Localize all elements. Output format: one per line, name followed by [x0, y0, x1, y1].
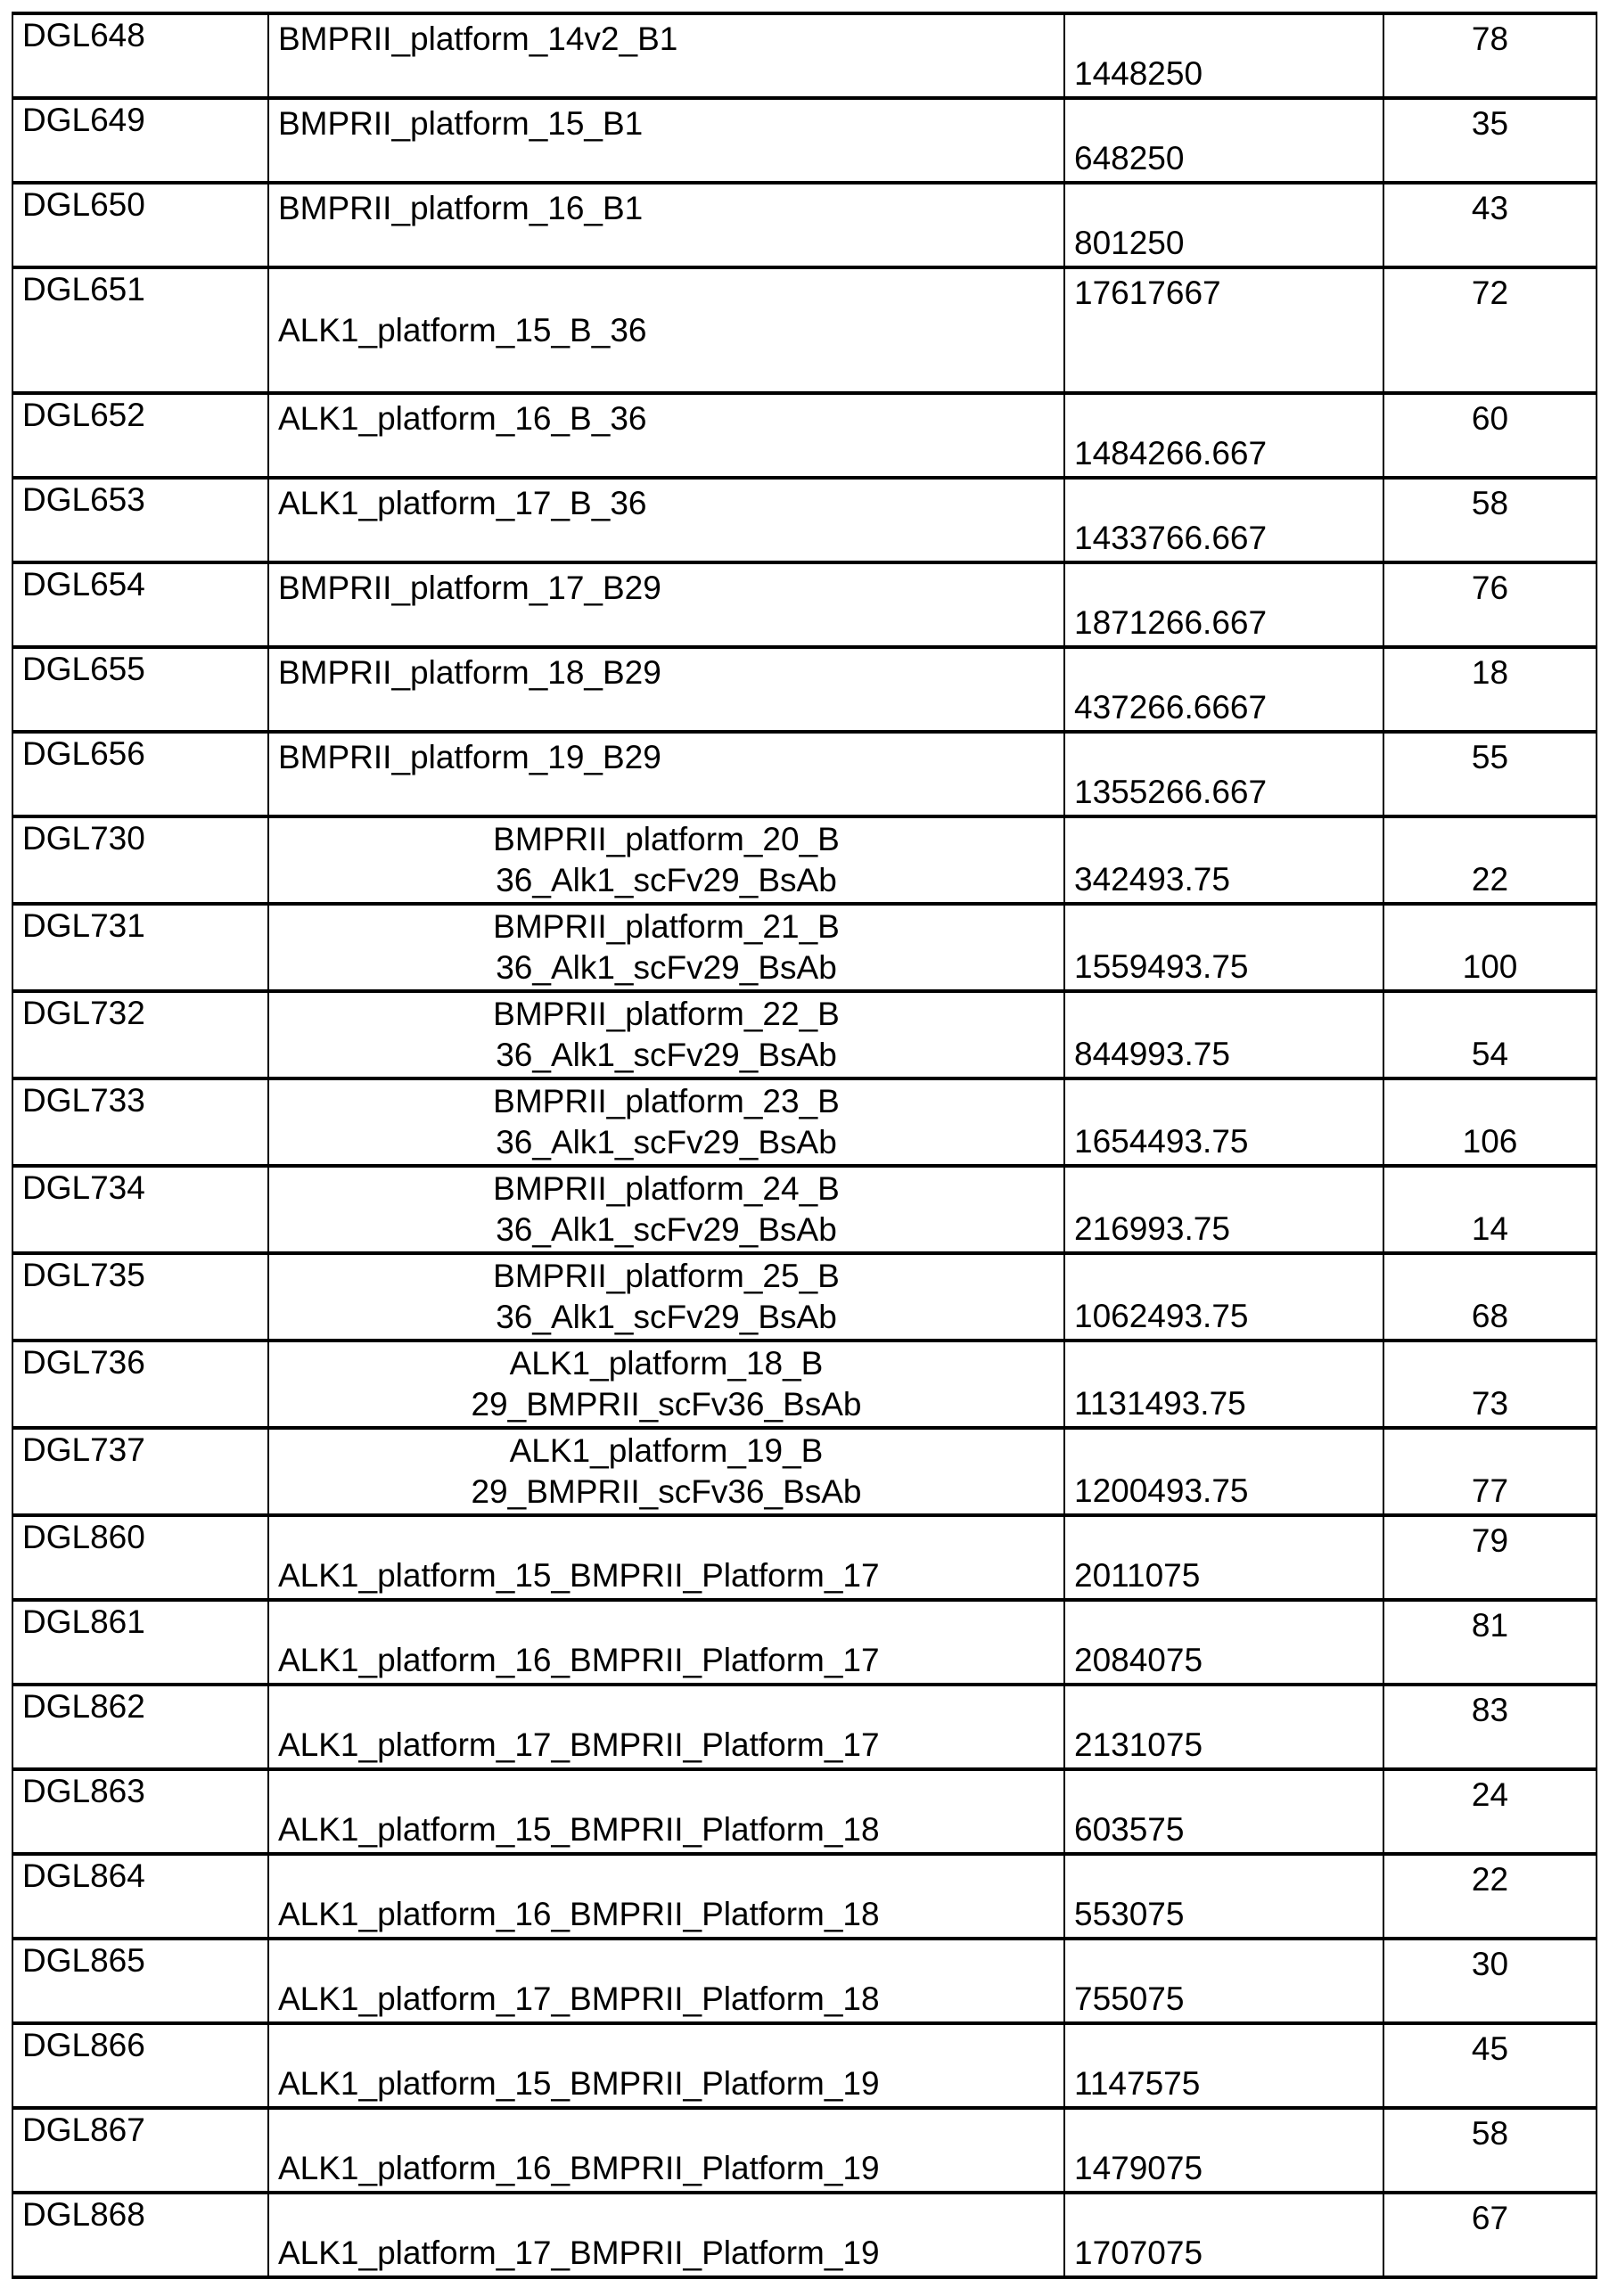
- relative-value: 14: [1383, 1166, 1597, 1253]
- compound-name-line: BMPRII_platform_14v2_B1: [278, 19, 677, 60]
- table-row: [12, 1341, 1597, 1428]
- construct-id: DGL864: [12, 1854, 268, 1939]
- table-row: [12, 732, 1597, 816]
- measured-value: 1200493.75: [1064, 1428, 1383, 1515]
- measured-value: 2011075: [1064, 1515, 1383, 1600]
- table-row: [12, 1253, 1597, 1341]
- compound-name-line: ALK1_platform_17_BMPRII_Platform_19: [278, 2233, 880, 2274]
- construct-id: DGL737: [12, 1428, 268, 1515]
- construct-name: [268, 13, 1064, 98]
- construct-id: DGL731: [12, 904, 268, 991]
- compound-name-line: ALK1_platform_19_B: [510, 1431, 824, 1472]
- compound-name-line: BMPRII_platform_16_B1: [278, 188, 643, 229]
- construct-name: [268, 1600, 1064, 1685]
- construct-id: DGL648: [12, 13, 268, 98]
- relative-value: 58: [1383, 2108, 1597, 2193]
- measured-value: 2131075: [1064, 1685, 1383, 1769]
- construct-id: DGL733: [12, 1078, 268, 1166]
- relative-value: 45: [1383, 2023, 1597, 2108]
- construct-name: [268, 1685, 1064, 1769]
- relative-value: 60: [1383, 393, 1597, 478]
- construct-name: [268, 98, 1064, 183]
- relative-value: 58: [1383, 478, 1597, 562]
- construct-id: DGL652: [12, 393, 268, 478]
- measured-value: 1355266.667: [1064, 732, 1383, 816]
- construct-id: DGL650: [12, 183, 268, 267]
- construct-id: DGL732: [12, 991, 268, 1078]
- relative-value: 35: [1383, 98, 1597, 183]
- compound-name-line: ALK1_platform_16_BMPRII_Platform_19: [278, 2148, 880, 2189]
- construct-id: DGL653: [12, 478, 268, 562]
- compound-name-line: 36_Alk1_scFv29_BsAb: [496, 1035, 837, 1076]
- construct-id: DGL867: [12, 2108, 268, 2193]
- table-row: [12, 1428, 1597, 1515]
- compound-name-line: 36_Alk1_scFv29_BsAb: [496, 1210, 837, 1250]
- relative-value: 22: [1383, 1854, 1597, 1939]
- data-table: [12, 12, 1597, 2279]
- measured-value: 17617667: [1064, 267, 1383, 393]
- relative-value: 76: [1383, 562, 1597, 647]
- compound-name-line: 36_Alk1_scFv29_BsAb: [496, 1297, 837, 1338]
- compound-name-line: ALK1_platform_17_B_36: [278, 483, 646, 524]
- construct-id: DGL655: [12, 647, 268, 732]
- construct-name: [268, 1854, 1064, 1939]
- construct-name: [268, 478, 1064, 562]
- construct-name: [268, 647, 1064, 732]
- construct-name: [268, 1078, 1064, 1166]
- table-row: [12, 1515, 1597, 1600]
- measured-value: 342493.75: [1064, 816, 1383, 904]
- compound-name-line: ALK1_platform_15_B_36: [278, 310, 646, 351]
- measured-value: 437266.6667: [1064, 647, 1383, 732]
- compound-name-line: BMPRII_platform_15_B1: [278, 103, 643, 144]
- compound-name-line: 29_BMPRII_scFv36_BsAb: [471, 1384, 861, 1425]
- compound-name-line: ALK1_platform_15_BMPRII_Platform_19: [278, 2063, 880, 2104]
- compound-name-line: 36_Alk1_scFv29_BsAb: [496, 860, 837, 901]
- table-row: [12, 1685, 1597, 1769]
- table-row: [12, 2023, 1597, 2108]
- construct-id: DGL654: [12, 562, 268, 647]
- relative-value: 100: [1383, 904, 1597, 991]
- measured-value: 1448250: [1064, 13, 1383, 98]
- construct-id: DGL862: [12, 1685, 268, 1769]
- measured-value: 1147575: [1064, 2023, 1383, 2108]
- compound-name-line: BMPRII_platform_19_B29: [278, 737, 661, 778]
- measured-value: 1871266.667: [1064, 562, 1383, 647]
- relative-value: 18: [1383, 647, 1597, 732]
- construct-name: [268, 1253, 1064, 1341]
- relative-value: 24: [1383, 1769, 1597, 1854]
- construct-name: [268, 1341, 1064, 1428]
- measured-value: 1559493.75: [1064, 904, 1383, 991]
- compound-name-line: ALK1_platform_15_BMPRII_Platform_18: [278, 1809, 880, 1850]
- measured-value: 2084075: [1064, 1600, 1383, 1685]
- measured-value: 1654493.75: [1064, 1078, 1383, 1166]
- compound-name-line: BMPRII_platform_17_B29: [278, 568, 661, 609]
- table-row: [12, 183, 1597, 267]
- construct-id: DGL730: [12, 816, 268, 904]
- measured-value: 1707075: [1064, 2193, 1383, 2277]
- construct-id: DGL649: [12, 98, 268, 183]
- table-row: [12, 991, 1597, 1078]
- compound-name-line: BMPRII_platform_22_B: [493, 994, 840, 1035]
- measured-value: 603575: [1064, 1769, 1383, 1854]
- measured-value: 1433766.667: [1064, 478, 1383, 562]
- measured-value: 755075: [1064, 1939, 1383, 2023]
- relative-value: 67: [1383, 2193, 1597, 2277]
- compound-name-line: BMPRII_platform_25_B: [493, 1256, 840, 1297]
- measured-value: 553075: [1064, 1854, 1383, 1939]
- compound-name-line: ALK1_platform_17_BMPRII_Platform_17: [278, 1725, 880, 1766]
- relative-value: 81: [1383, 1600, 1597, 1685]
- measured-value: 1131493.75: [1064, 1341, 1383, 1428]
- relative-value: 106: [1383, 1078, 1597, 1166]
- construct-id: DGL860: [12, 1515, 268, 1600]
- table-row: [12, 1939, 1597, 2023]
- measured-value: 216993.75: [1064, 1166, 1383, 1253]
- construct-id: DGL865: [12, 1939, 268, 2023]
- compound-name-line: BMPRII_platform_18_B29: [278, 652, 661, 693]
- construct-name: [268, 2108, 1064, 2193]
- measured-value: 844993.75: [1064, 991, 1383, 1078]
- construct-name: [268, 732, 1064, 816]
- construct-id: DGL861: [12, 1600, 268, 1685]
- compound-name-line: 29_BMPRII_scFv36_BsAb: [471, 1472, 861, 1513]
- table-row: [12, 267, 1597, 393]
- table-row: [12, 13, 1597, 98]
- table-row: [12, 904, 1597, 991]
- construct-name: [268, 2023, 1064, 2108]
- relative-value: 72: [1383, 267, 1597, 393]
- relative-value: 79: [1383, 1515, 1597, 1600]
- relative-value: 78: [1383, 13, 1597, 98]
- compound-name-line: 36_Alk1_scFv29_BsAb: [496, 947, 837, 988]
- construct-name: [268, 393, 1064, 478]
- measured-value: 801250: [1064, 183, 1383, 267]
- relative-value: 22: [1383, 816, 1597, 904]
- construct-name: [268, 991, 1064, 1078]
- compound-name-line: ALK1_platform_16_B_36: [278, 398, 646, 439]
- measured-value: 648250: [1064, 98, 1383, 183]
- relative-value: 43: [1383, 183, 1597, 267]
- construct-name: [268, 1428, 1064, 1515]
- measured-value: 1479075: [1064, 2108, 1383, 2193]
- table-row: [12, 1769, 1597, 1854]
- construct-name: [268, 2193, 1064, 2277]
- relative-value: 73: [1383, 1341, 1597, 1428]
- construct-name: [268, 816, 1064, 904]
- construct-id: DGL734: [12, 1166, 268, 1253]
- table-row: [12, 1078, 1597, 1166]
- measured-value: 1484266.667: [1064, 393, 1383, 478]
- construct-name: [268, 562, 1064, 647]
- compound-name-line: BMPRII_platform_23_B: [493, 1081, 840, 1122]
- table-row: [12, 393, 1597, 478]
- relative-value: 77: [1383, 1428, 1597, 1515]
- relative-value: 68: [1383, 1253, 1597, 1341]
- compound-name-line: ALK1_platform_15_BMPRII_Platform_17: [278, 1555, 880, 1596]
- measured-value: 1062493.75: [1064, 1253, 1383, 1341]
- construct-name: [268, 183, 1064, 267]
- construct-id: DGL651: [12, 267, 268, 393]
- table-row: [12, 647, 1597, 732]
- compound-name-line: BMPRII_platform_20_B: [493, 819, 840, 860]
- relative-value: 54: [1383, 991, 1597, 1078]
- table-row: [12, 2108, 1597, 2193]
- relative-value: 30: [1383, 1939, 1597, 2023]
- construct-name: [268, 1515, 1064, 1600]
- compound-name-line: BMPRII_platform_24_B: [493, 1168, 840, 1210]
- table-row: [12, 562, 1597, 647]
- relative-value: 55: [1383, 732, 1597, 816]
- construct-id: DGL656: [12, 732, 268, 816]
- construct-id: DGL736: [12, 1341, 268, 1428]
- compound-name-line: ALK1_platform_16_BMPRII_Platform_18: [278, 1894, 880, 1935]
- table-row: [12, 1854, 1597, 1939]
- table-body: [12, 13, 1597, 2277]
- compound-name-line: ALK1_platform_16_BMPRII_Platform_17: [278, 1640, 880, 1681]
- table-row: [12, 1166, 1597, 1253]
- table-row: [12, 816, 1597, 904]
- table-row: [12, 2193, 1597, 2277]
- table-row: [12, 478, 1597, 562]
- table-row: [12, 1600, 1597, 1685]
- construct-id: DGL866: [12, 2023, 268, 2108]
- construct-name: [268, 904, 1064, 991]
- construct-id: DGL735: [12, 1253, 268, 1341]
- compound-name-line: BMPRII_platform_21_B: [493, 906, 840, 947]
- table-row: [12, 98, 1597, 183]
- construct-id: DGL863: [12, 1769, 268, 1854]
- compound-name-line: ALK1_platform_17_BMPRII_Platform_18: [278, 1979, 880, 2020]
- relative-value: 83: [1383, 1685, 1597, 1769]
- construct-name: [268, 267, 1064, 393]
- construct-name: [268, 1166, 1064, 1253]
- compound-name-line: ALK1_platform_18_B: [510, 1343, 824, 1384]
- compound-name-line: 36_Alk1_scFv29_BsAb: [496, 1122, 837, 1163]
- construct-name: [268, 1769, 1064, 1854]
- construct-name: [268, 1939, 1064, 2023]
- construct-id: DGL868: [12, 2193, 268, 2277]
